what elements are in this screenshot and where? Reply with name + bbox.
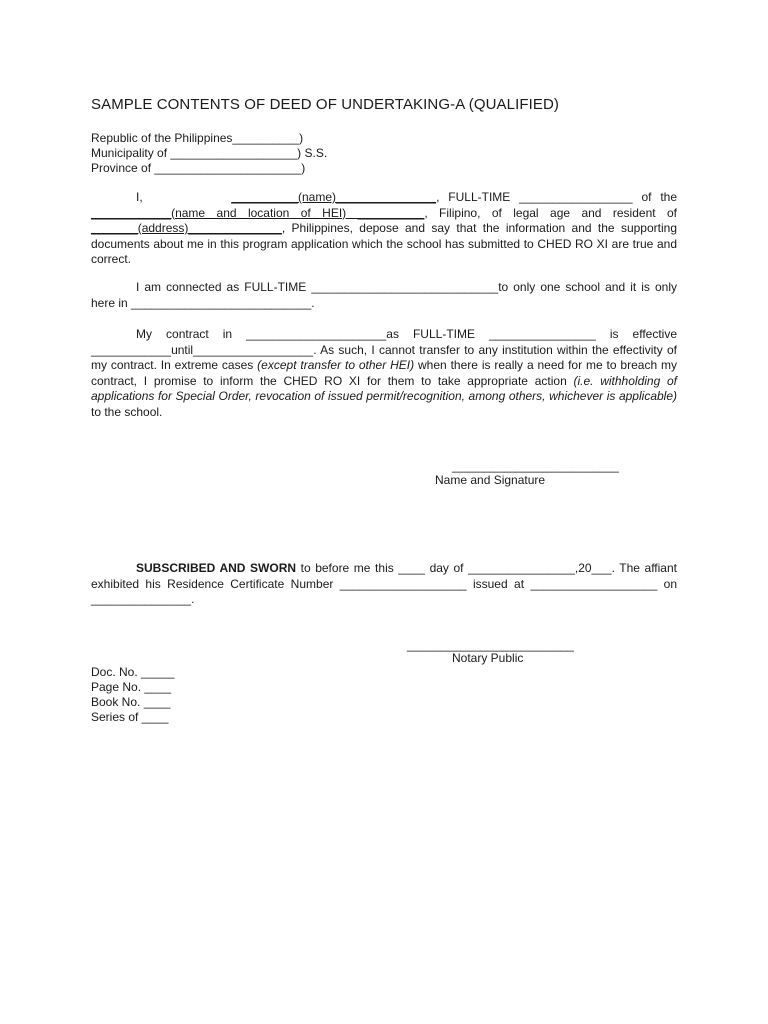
- hei-blank: ____________(name and location of HEI) __________: [91, 205, 425, 220]
- contract-paragraph: [91, 327, 677, 420]
- after-hei-text: , Filipino, of legal age and resident of: [424, 205, 678, 220]
- affiant-paragraph: [91, 190, 677, 268]
- venue-municipality: Municipality of ___________________) S.S.: [91, 146, 328, 160]
- notary-line: _________________________: [407, 638, 574, 652]
- page-no: Page No. ____: [91, 680, 172, 694]
- fulltime-text: , FULL-TIME _________________ of the: [436, 190, 677, 204]
- venue-republic: Republic of the Philippines__________): [91, 131, 304, 145]
- name-blank: __________(name)_______________: [231, 190, 437, 204]
- notary-label: Notary Public: [452, 651, 524, 665]
- contract-part2: when there is really a need for me to breach my contract, I promise to inform the CHED RO XI for them to take appropriate action: [91, 358, 678, 388]
- signature-line: _________________________: [452, 459, 619, 473]
- venue-province: Province of ______________________): [91, 161, 306, 175]
- document-title: SAMPLE CONTENTS OF DEED OF UNDERTAKING-A (QUALIFIED): [91, 96, 560, 113]
- oath-bold: SUBSCRIBED AND SWORN: [136, 561, 297, 575]
- affiant-lead: I,: [136, 190, 143, 204]
- oath-text: to before me this ____ day of ________________,20___. The affiant exhibited his Residence Certificate Number ___________________ issued at ___________________ on _______________.: [91, 561, 677, 606]
- doc-no: Doc. No. _____: [91, 665, 175, 679]
- series-of: Series of ____: [91, 710, 169, 724]
- contract-italic2: (i.e. withholding of applications for Special Order, revocation of issued permit/recognition, among others, whichever is applicable): [91, 373, 677, 403]
- contract-part1: My contract in _____________________as FULL-TIME ________________ is effective ____________until__________________. As such, I cannot transfer to any institution within the effectivity of my contract. In extreme cases: [91, 327, 677, 372]
- signature-label: Name and Signature: [435, 473, 546, 487]
- notarial-register-block: [91, 665, 174, 725]
- contract-italic1: (except transfer to other HEI): [257, 358, 415, 372]
- affiant-rest: , Philippines, depose and say that the information and the supporting documents about me in this program application which the school has submitted to CHED RO XI are true and correct.: [91, 221, 677, 266]
- contract-part3: to the school.: [91, 404, 163, 419]
- oath-paragraph: [91, 561, 677, 608]
- connection-paragraph: I am connected as FULL-TIME ____________________________to only one school and it is only here in ___________________________.: [91, 280, 677, 310]
- book-no: Book No. ____: [91, 695, 171, 709]
- venue-block: [91, 131, 327, 176]
- address-blank: _______(address)______________: [91, 221, 282, 235]
